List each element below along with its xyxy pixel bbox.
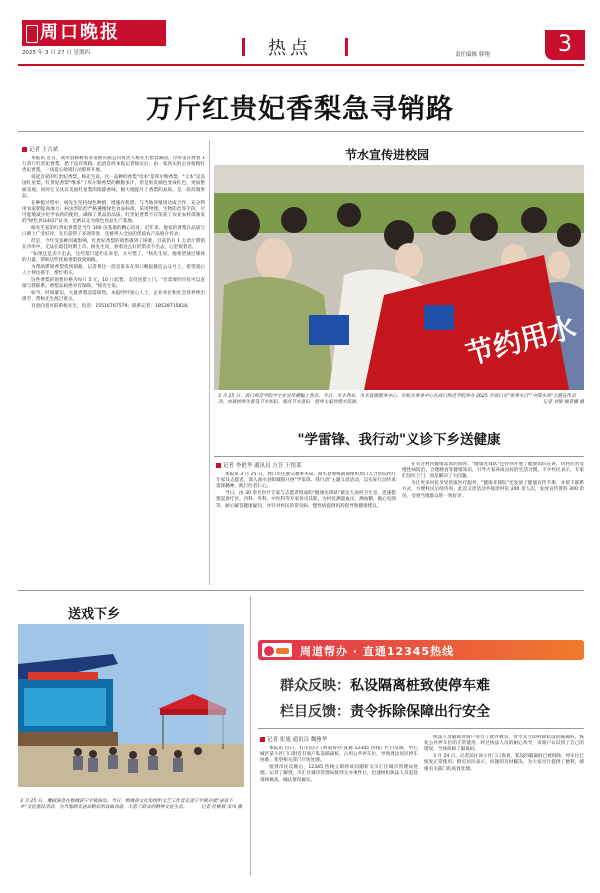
- paragraph: "如果还是卖不出去，这些梨只能烂在库里，太可惜了。"杨先生说，他希望通过媒体的力量，帮助这些优质香梨找到销路。: [22, 252, 205, 264]
- hotline-logo-icon: [262, 643, 292, 657]
- paragraph: 为让更多村民享受优质医疗服务，"健康先锋队"还发放了健康宣传手册，并留下联系方式，方便村民后续咨询。此次义诊活动共接诊村民 200 余人次，发放宣传资料 300 余份，受到当地群众的一致好评。: [402, 481, 584, 499]
- opera-caption: [20, 799, 242, 812]
- hotline-article-col-1: [260, 746, 418, 876]
- page-number: 3: [545, 30, 585, 60]
- section-divider-right: [345, 38, 348, 56]
- hotline-byline: 记者 张旭 通讯员 魏雅华: [260, 735, 327, 743]
- opera-photo: [18, 624, 244, 787]
- column-divider: [209, 140, 210, 585]
- logo-seal-icon: [26, 25, 38, 43]
- column-divider: [250, 596, 251, 876]
- opera-section-title: 送戏下乡: [68, 607, 121, 622]
- main-byline: 记者 王吉斌: [22, 145, 58, 153]
- responsible-editor: 责任编辑 韩翔: [455, 52, 490, 58]
- paragraph: 杨先生家的红贵妃香梨是当年 300 亩基地的精心培育。近年来，他家的香梨在品质与口碑上广受好评，先后获得了多项荣誉，还被列入全县的优质农产品推介名录。: [22, 226, 205, 238]
- headline-text: 责令拆除保障出行安全: [350, 704, 490, 720]
- outdoor-opera-stage-photo-icon: [18, 624, 244, 787]
- hotline-headline-2: 栏目反馈：责令拆除保障出行安全: [280, 704, 490, 720]
- main-headline: 万斤红贵妃香梨急寻销路: [146, 94, 454, 125]
- water-section-title: 节水宣传进校园: [345, 148, 430, 162]
- health-rule: [214, 456, 584, 457]
- section-rule: [18, 590, 584, 591]
- caption-text: 3 月 25 日，周口师范学院学生在宣传横幅上签名。当日，市水利局、市水资源服务中心、市机关事务中心在周口师范学院举办 2025 年周口市"世界水日""中国水周"主题宣传活动，向该校师生普及节水知识，提高节水意识，倡导大家珍惜水资源。: [218, 394, 576, 406]
- headline-text: 私设隔离桩致使停车难: [350, 678, 490, 694]
- paragraph: 这些香梨的销售价格为每斤 5 元，10 斤起售，支持送货上门。"有需要的市民可以直接与我联系，香梨品质绝对有保障。"杨先生说。: [22, 278, 205, 290]
- headline-label: 群众反映: [280, 678, 336, 694]
- section-title: 热点: [268, 38, 312, 59]
- issue-date: 2025 年 3 月 27 日 星期四: [22, 50, 90, 56]
- water-campaign-photo: [214, 165, 584, 390]
- logo-text: 周口晚报: [40, 22, 120, 43]
- health-article-col-2: [402, 462, 584, 586]
- hotline-article-col-2: [424, 735, 584, 876]
- paragraph: 本报讯 近日，有市民向《周道帮办·直通 12345 热线》栏目反映，中心城区某小区门口附近有商户私设隔离桩，占用公共停车位，导致周边居民停车困难，希望相关部门尽快处理。: [260, 746, 418, 764]
- paragraph: 在种植过程中，杨先生坚持绿色种植，增施有机肥，与当地养殖场达成合作，充分利用农家肥提高地力；病虫害防治严格遵循绿色食品标准，采用物理、生物防治等手段，尽可能地减少化学农药的使用，确保了果品的品质。红贵妃香梨不仅荣获了农业农村部颁发的"绿色食品标识"证书，还被认定为绿色食品生产基地。: [22, 200, 205, 225]
- main-article-body: [22, 156, 205, 572]
- masthead-rule: [18, 64, 584, 66]
- paragraph: 本报讯 3 月 25 日，周口市民族宗教事务局、商水县委统战部组织周口人合医院医疗专家及志愿者，深入商水县阳城镇开展"学雷锋、我行动"主题义诊活动，以实际行动传承雷锋精神，践行医者仁心。: [216, 472, 396, 490]
- paragraph: 当日，由 30 余名医疗专家与志愿者组成的"健康先锋队"抵达大岗村卫生室，迅速搭建起诊疗区。内科、外科、中医科等专家各司其职，为村民测量血压、测血糖、做心电图等，耐心解答健康疑问，并针对村民的常见病、慢性病提供用药指导和健康建议。: [216, 491, 396, 509]
- newspaper-logo: [22, 20, 166, 46]
- banner-text: 节约用水: [462, 310, 580, 372]
- paragraph: 说起自家的红贵妃香梨，杨先生说，这一品种的香梨"母本"是库尔勒香梨，"父本"是美国红星梨。红贵妃香梨"继承"了库尔勒香梨的酥脆多汁，但是果皮颜色变成红色，更加艳丽美观。同时它又具有美国红星梨的浓郁香味，极大地提升了香梨的品质，是一款高端果品。: [22, 175, 205, 199]
- headline-rule: [18, 131, 584, 132]
- health-byline: 记者 李艳华 通讯员 方芳 王悦莱: [216, 461, 302, 469]
- hotline-rule: [258, 728, 584, 729]
- hotline-banner-text: 周道帮办 · 直通12345热线: [300, 645, 455, 658]
- paragraph: 接到市民反映后，12345 热线立即将该问题转交川汇区城市管理局处理。记者了解到，川汇区城市管理局接到交办事件后，迅速组织执法人员赶赴现场核查，确认情况属实。: [260, 765, 418, 783]
- paragraph: 有意向者可联系杨先生，电话：15516767579；联系记者：18539715818。: [31, 304, 192, 310]
- paragraph: 为帮助滞销香梨找到销路，记者将这一消息发布在周口晚报微信公众号上，希望爱心人士伸出援手，帮忙购买。: [22, 265, 205, 277]
- headline-label: 栏目反馈: [280, 704, 336, 720]
- paragraph: 3 月 24 日，记者前往该小区门口查看，私设的隔离桩已被拆除，停车位已恢复正常使用。附近居民表示，问题的及时解决，为大家出行提供了便利，感谢有关部门的高效处理。: [424, 754, 584, 772]
- section-divider-left: [242, 38, 245, 56]
- hotline-headline-1: 群众反映：私设隔离桩致使停车难: [280, 678, 490, 694]
- water-caption: [218, 394, 584, 407]
- paragraph: 执法人员随即对商户进行了批评教育，责令其立即拆除私设的隔离桩，恢复公共停车位的正常使用。经过执法人员的耐心劝导，该商户认识到了自己的错误，当场拆除了隔离桩。: [424, 735, 584, 753]
- paragraph: 但是，今年受多种因素影响，红贵妃香梨的销售遇到了困难，目前仍有 1 万余斤滞销在冷库中，无法在最佳时期上市。杨先生说，看着这么好的梨卖不出去，心里很着急。: [22, 239, 205, 251]
- students-signing-photo-icon: [214, 165, 584, 390]
- paragraph: 如今，时间紧迫，大量香梨急需销售。本报呼吁爱心人士、企业单位和社会各界伸出援手，帮杨先生渡过难关。: [22, 291, 205, 303]
- caption-credit: 记者 刘敏 顾亚娜 摄: [542, 400, 584, 406]
- paragraph: 在关注村民健康需求的同时，"健康先锋队"还特别开展了健康知识宣讲，向村民普及慢性病防治、合理膳食等健康知识，引导大家养成良好的生活习惯。不少村民表示，专家们送医上门，真是解决了大问题。: [402, 462, 584, 480]
- caption-credit: 记者 杜桃展 宋凤 摄: [200, 805, 242, 811]
- health-headline: "学雷锋、我行动"义诊下乡送健康: [297, 432, 501, 448]
- paragraph: 本报讯 近日，商水县杨桥农业发展有限公司负责人杨先生愁容满面，冷库里存放着 1 万余斤红贵妃香梨，愁于没有销路。此消息经本报记者核实后，由一家真实的企业收购红贵妃香梨，一场爱心助销行动即将开展。: [22, 156, 205, 174]
- health-article-col-1: [216, 472, 396, 586]
- caption-text: 3 月 25 日，豫剧演员在郸城县宁平镇演出。当日，郸城县文化馆组织文艺工作者走进宁平镇开展"送戏下乡"文化惠民活动，为当地群众送去精彩的戏曲表演，丰富了群众的精神文化生活。: [20, 799, 233, 811]
